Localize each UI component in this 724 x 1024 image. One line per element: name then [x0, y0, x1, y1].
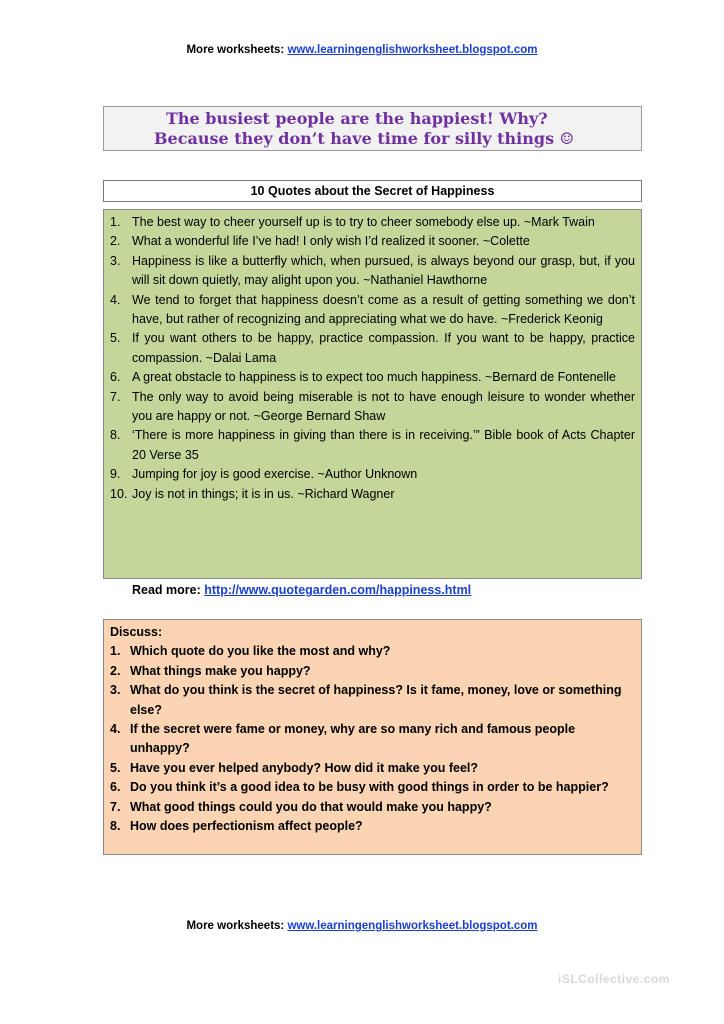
list-item [110, 388, 635, 427]
list-item [110, 426, 635, 465]
header-more-worksheets [0, 44, 724, 56]
list-item [110, 252, 635, 291]
list-item-number: 7. [110, 389, 121, 404]
list-item [110, 485, 635, 504]
title-line-2: Because they don’t have time for silly things ☺ [154, 129, 574, 148]
list-item [110, 798, 633, 817]
list-item-text: If the secret were fame or money, why are so many rich and famous people unhappy? [130, 722, 576, 756]
footer-label: More worksheets: [186, 920, 288, 932]
list-item-text: If you want others to be happy, practice compassion. If you want to be happy, practice compassion. ~Dalai Lama [132, 331, 635, 365]
read-more [132, 583, 471, 597]
list-item-number: 5. [110, 331, 121, 346]
list-item-text: What a wonderful life I’ve had! I only wish I’d realized it sooner. ~Colette [132, 234, 530, 249]
list-item-number: 5. [110, 760, 121, 775]
footer-more-worksheets [0, 920, 724, 932]
list-item-number: 3. [110, 683, 121, 698]
list-item-number: 1. [110, 215, 121, 229]
list-item-number: 8. [110, 819, 121, 834]
title-line-1: The busiest people are the happiest! Why? [166, 109, 548, 128]
read-more-link[interactable]: http://www.quotegarden.com/happiness.html [204, 583, 472, 597]
list-item-text: Joy is not in things; it is in us. ~Richard Wagner [132, 486, 395, 501]
list-item [110, 720, 633, 759]
list-item-number: 2. [110, 663, 121, 678]
list-item-number: 4. [110, 722, 121, 737]
header-link[interactable]: www.learningenglishworksheet.blogspot.com [287, 44, 538, 56]
footer-link[interactable]: www.learningenglishworksheet.blogspot.com [287, 920, 538, 932]
quotes-heading: 10 Quotes about the Secret of Happiness [103, 180, 642, 202]
list-item-text: What things make you happy? [130, 663, 311, 678]
list-item [110, 778, 633, 797]
list-item-text: What good things could you do that would make you happy? [130, 799, 492, 814]
list-item [110, 642, 633, 661]
list-item [110, 465, 635, 484]
title-box [103, 106, 642, 151]
list-item [110, 662, 633, 681]
list-item-number: 1. [110, 644, 121, 659]
list-item [110, 291, 635, 330]
list-item-number: 6. [110, 780, 121, 795]
list-item-text: Do you think it’s a good idea to be busy with good things in order to be happier? [130, 780, 609, 795]
list-item-number: 9. [110, 467, 121, 482]
watermark-logo: iSLCollective.com [558, 972, 670, 986]
list-item-text: Jumping for joy is good exercise. ~Author Unknown [132, 467, 418, 482]
list-item-number: 2. [110, 234, 121, 249]
discuss-heading: Discuss: [110, 625, 163, 639]
list-item-text: We tend to forget that happiness doesn’t come as a result of getting something we don’t have, but rather of recognizing and appreciating what we do have. ~Frederick Keonig [132, 292, 635, 327]
list-item-text: What do you think is the secret of happiness? Is it fame, money, love or something else? [130, 683, 622, 717]
list-item [110, 817, 633, 836]
list-item [110, 213, 635, 232]
list-item-number: 8. [110, 428, 121, 443]
discuss-box [103, 619, 642, 855]
list-item-text: How does perfectionism affect people? [130, 819, 363, 834]
list-item [110, 329, 635, 368]
list-item-number: 6. [110, 370, 121, 385]
list-item-text: The only way to avoid being miserable is not to have enough leisure to wonder whether you are happy or not. ~George Bernard Shaw [132, 389, 635, 424]
quotes-box [103, 209, 642, 579]
list-item [110, 681, 633, 720]
list-item-text: ‘There is more happiness in giving than there is in receiving.’” Bible book of Acts Chapter 20 Verse 35 [132, 428, 635, 462]
list-item [110, 368, 635, 387]
list-item-text: Happiness is like a butterfly which, when pursued, is always beyond our grasp, but, if you will sit down quietly, may alight upon you. ~Nathaniel Hawthorne [132, 253, 635, 288]
list-item-text: The best way to cheer yourself up is to try to cheer somebody else up. ~Mark Twain [132, 215, 595, 229]
list-item [110, 759, 633, 778]
list-item-number: 4. [110, 292, 121, 307]
discuss-list [110, 642, 633, 836]
list-item-number: 3. [110, 253, 121, 268]
list-item-text: Have you ever helped anybody? How did it make you feel? [130, 760, 479, 775]
list-item-text: A great obstacle to happiness is to expect too much happiness. ~Bernard de Fontenelle [132, 370, 616, 385]
list-item-number: 7. [110, 799, 121, 814]
quotes-list [104, 210, 641, 504]
list-item-text: Which quote do you like the most and why? [130, 644, 391, 659]
list-item-number: 10. [110, 486, 128, 501]
read-more-label: Read more: [132, 583, 205, 597]
list-item [110, 232, 635, 251]
header-label: More worksheets: [186, 44, 288, 56]
